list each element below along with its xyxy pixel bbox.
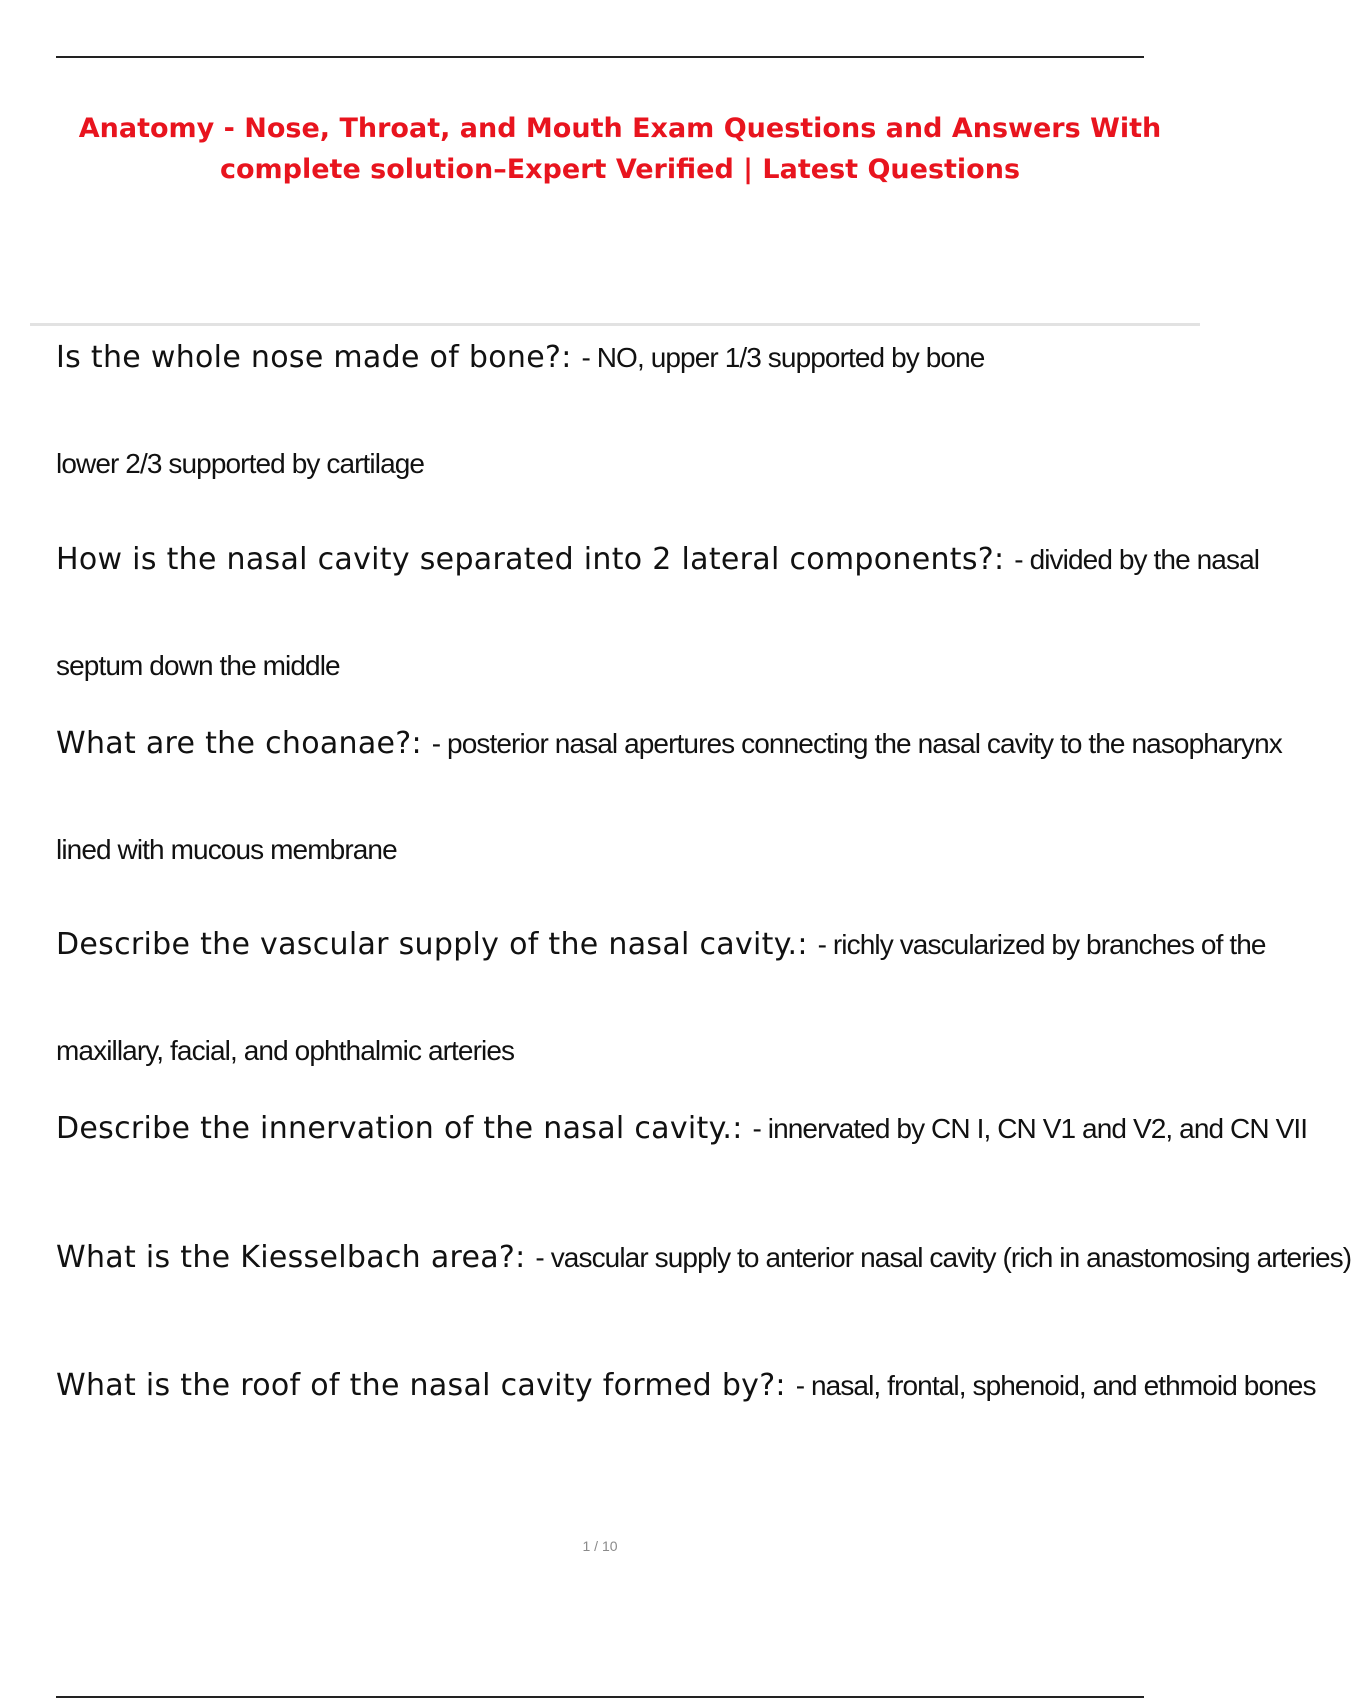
answer-text: - nasal, frontal, sphenoid, and ethmoid bones <box>795 1370 1316 1401</box>
answer-text: - richly vascularized by branches of the <box>817 929 1266 960</box>
qa-item-6 <box>56 1240 1351 1275</box>
question-text: Describe the vascular supply of the nasal cavity.: <box>56 927 818 962</box>
answer-continuation <box>56 1035 1200 1067</box>
qa-item-3 <box>56 726 1282 761</box>
answer-continuation <box>56 650 1200 682</box>
qa-item-1 <box>56 340 1200 375</box>
answer-continuation-text: lined with mucous membrane <box>56 834 397 865</box>
answer-continuation-text: maxillary, facial, and ophthalmic arteries <box>56 1035 515 1066</box>
answer-text: - posterior nasal apertures connecting the nasal cavity to the nasopharynx <box>431 728 1282 759</box>
answer-text: - vascular supply to anterior nasal cavity (rich in anastomosing arteries) <box>535 1242 1351 1273</box>
answer-continuation <box>56 448 1200 480</box>
answer-text: - innervated by CN I, CN V1 and V2, and CN VII <box>752 1113 1308 1144</box>
answer-continuation <box>56 834 1200 866</box>
page-number: 1 / 10 <box>582 1538 618 1554</box>
qa-item-5 <box>56 1111 1308 1146</box>
document-title: Anatomy - Nose, Throat, and Mouth Exam Questions and Answers With complete solution–Expert Verified | Latest Questions <box>78 113 1162 185</box>
qa-item-4 <box>56 927 1266 962</box>
question-text: Is the whole nose made of bone?: <box>56 340 582 375</box>
top-rule <box>56 56 1144 58</box>
qa-item-7 <box>56 1368 1316 1403</box>
answer-continuation-text: lower 2/3 supported by cartilage <box>56 448 425 479</box>
question-text: Describe the innervation of the nasal cavity.: <box>56 1111 753 1146</box>
header-divider <box>30 323 1200 326</box>
answer-text: - divided by the nasal <box>1014 544 1260 575</box>
question-text: What is the roof of the nasal cavity formed by?: <box>56 1368 796 1403</box>
answer-text: - NO, upper 1/3 supported by bone <box>581 342 985 373</box>
question-text: What is the Kiesselbach area?: <box>56 1240 536 1275</box>
question-text: What are the choanae?: <box>56 726 432 761</box>
answer-continuation-text: septum down the middle <box>56 650 340 681</box>
question-text: How is the nasal cavity separated into 2 lateral components?: <box>56 542 1015 577</box>
bottom-rule <box>56 1696 1144 1698</box>
qa-item-2 <box>56 542 1260 577</box>
